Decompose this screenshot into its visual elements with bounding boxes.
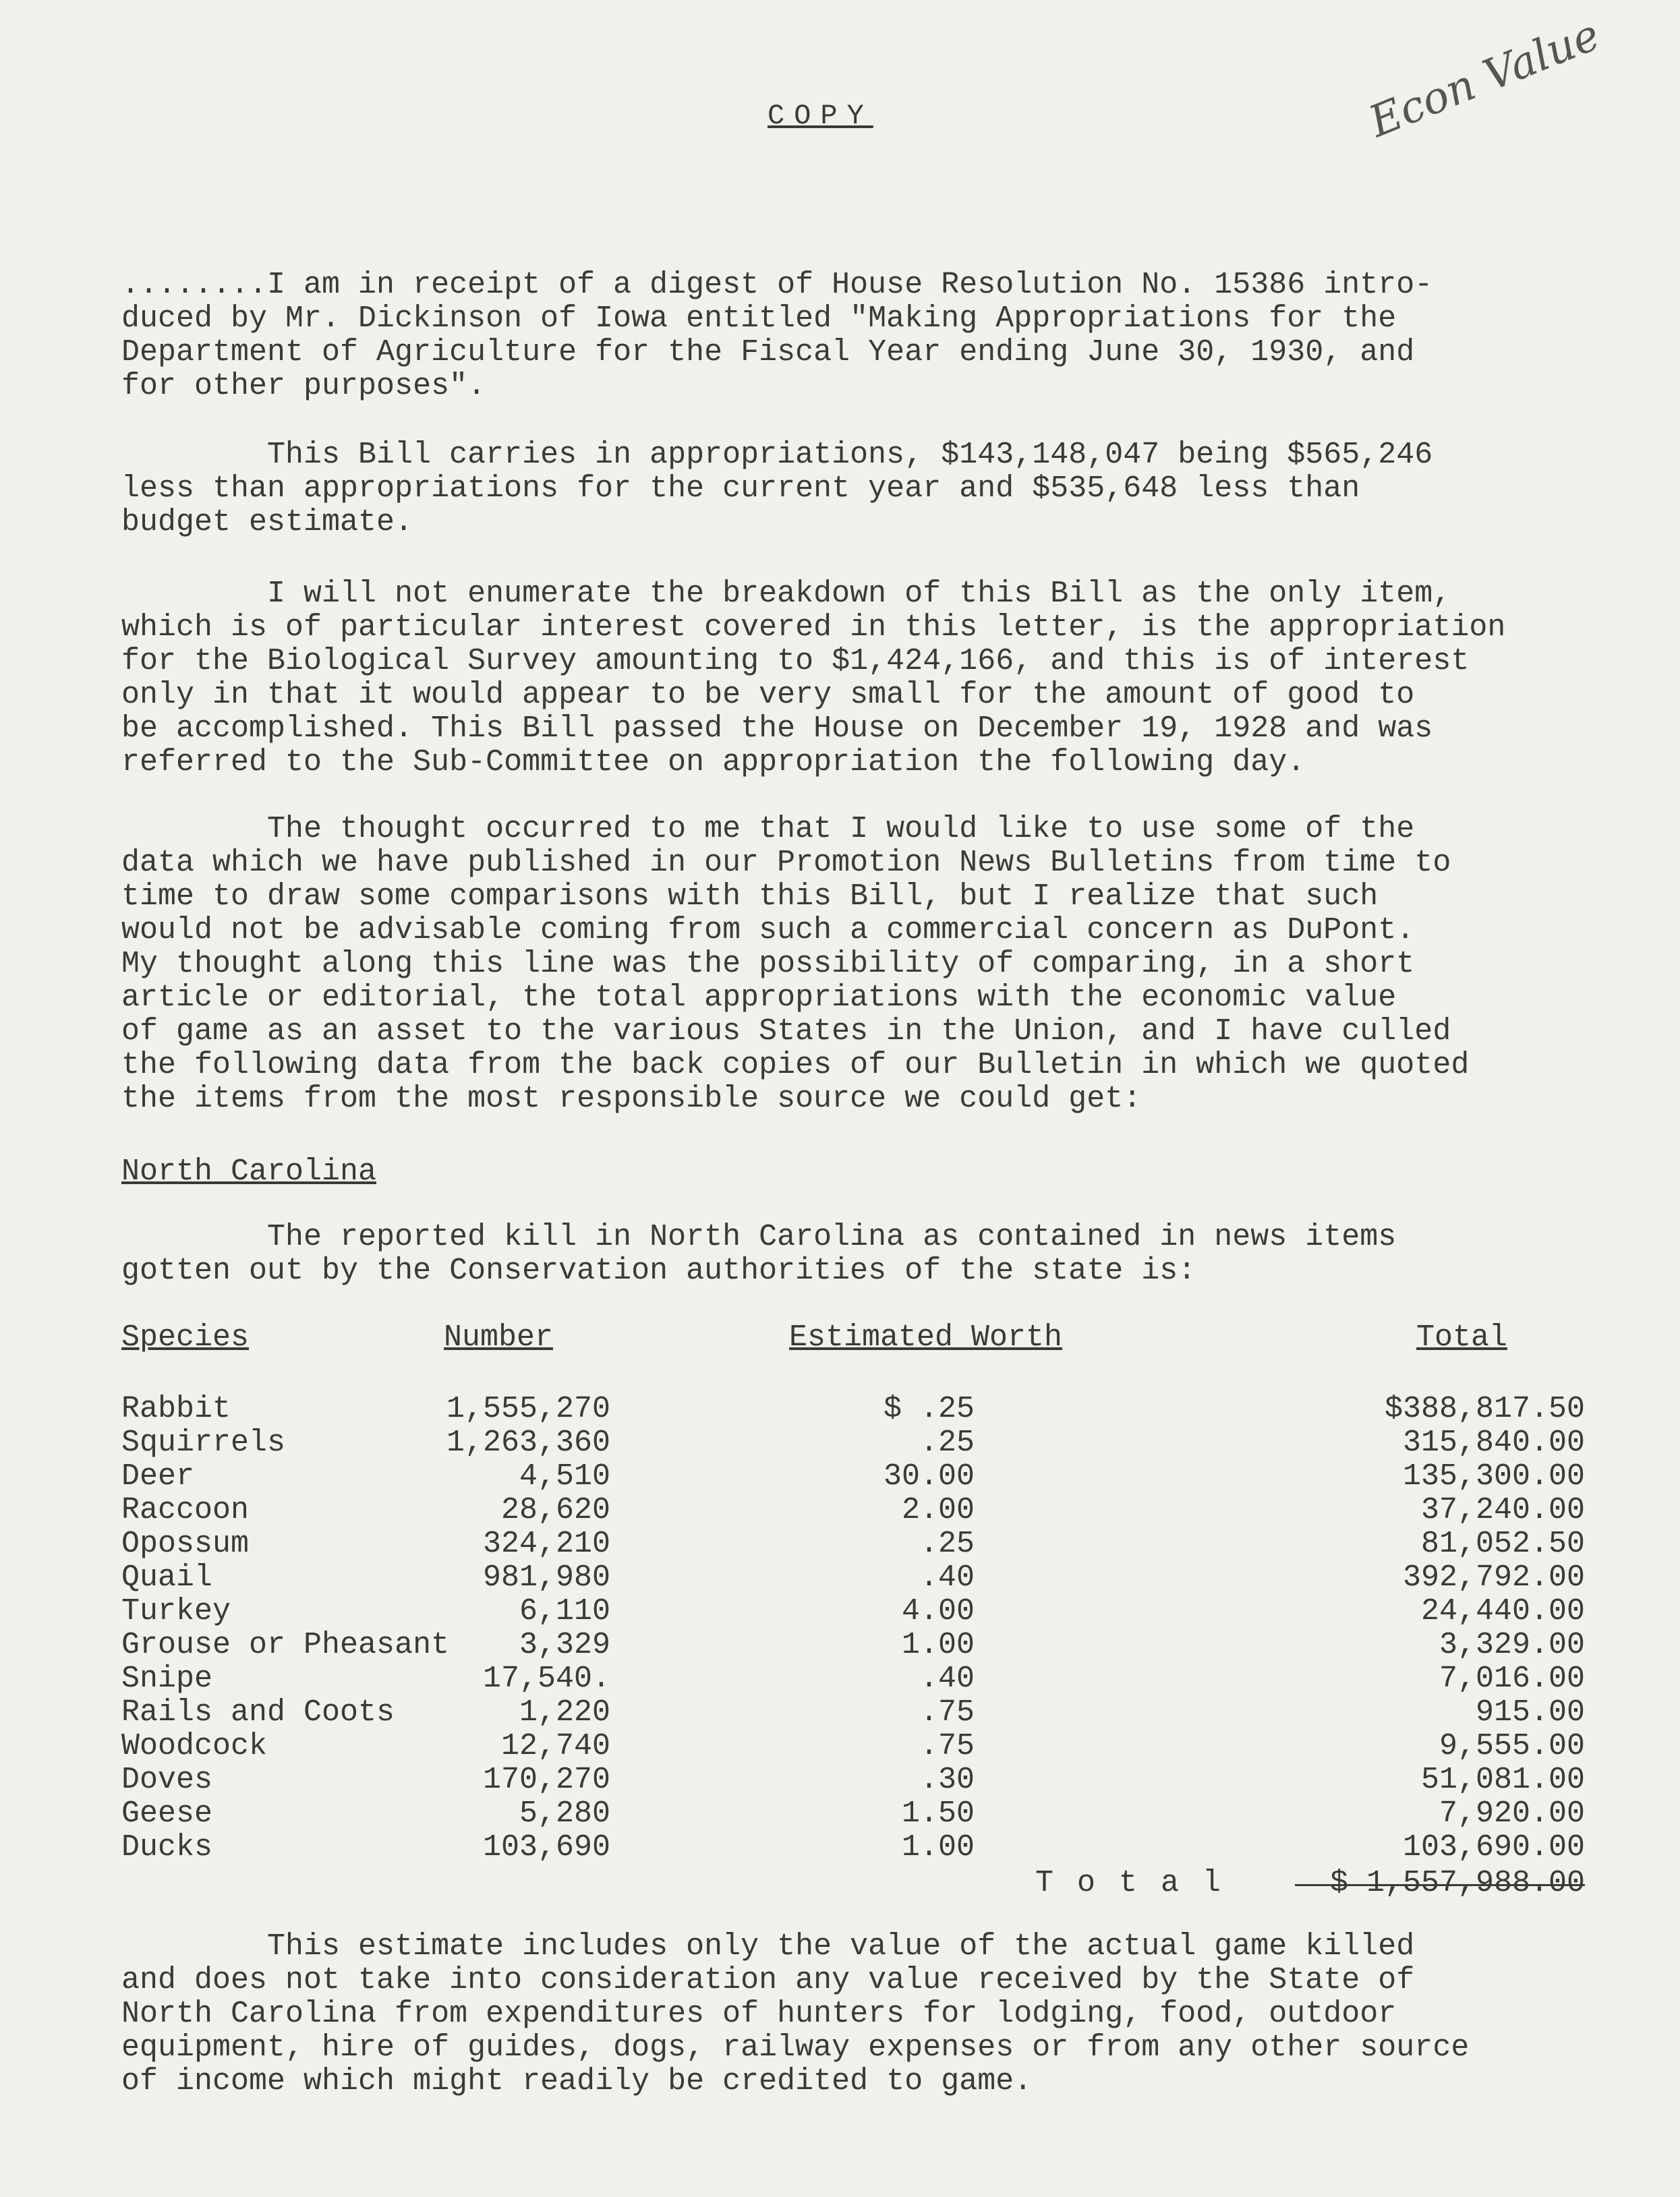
table-cell-worth: .40 <box>919 1560 975 1595</box>
table-cell-worth: .25 <box>919 1527 975 1561</box>
table-cell-total: 51,081.00 <box>1420 1763 1585 1797</box>
table-cell-number: 1,263,360 <box>446 1426 610 1460</box>
table-cell-worth: 4.00 <box>901 1594 975 1629</box>
table-cell-number: 3,329 <box>519 1628 610 1662</box>
column-header-total: Total <box>1416 1320 1508 1355</box>
table-cell-total: 392,792.00 <box>1402 1560 1585 1595</box>
grand-total-label: T o t a l <box>1035 1866 1224 1900</box>
table-cell-species: Ducks <box>121 1830 213 1865</box>
table-cell-number: 103,690 <box>482 1830 610 1865</box>
table-cell-number: 17,540. <box>482 1662 610 1696</box>
table-cell-number: 28,620 <box>500 1493 610 1527</box>
table-cell-worth: .30 <box>919 1763 975 1797</box>
table-cell-species: Doves <box>121 1763 213 1797</box>
table-cell-species: Raccoon <box>121 1493 250 1527</box>
closing-paragraph: This estimate includes only the value of the actual game killed and does not take into consideration any value received by the State of North Carolina from expenditures of hunters for lodging, food, outdoor equipment, hire of guides, dogs, railway expenses or from any other source of income which might readily be credited to game. <box>121 1929 1470 2099</box>
table-cell-number: 1,220 <box>519 1695 610 1730</box>
table-cell-total: 3,329.00 <box>1439 1628 1585 1662</box>
table-cell-number: 4,510 <box>519 1459 610 1494</box>
table-cell-total: 37,240.00 <box>1420 1493 1585 1527</box>
table-cell-number: 324,210 <box>482 1527 610 1561</box>
table-cell-species: Turkey <box>121 1594 231 1629</box>
table-cell-worth: 1.00 <box>901 1628 975 1662</box>
table-cell-worth: .75 <box>919 1729 975 1763</box>
section-heading: North Carolina <box>121 1154 377 1189</box>
table-cell-worth: .75 <box>919 1695 975 1730</box>
table-cell-number: 981,980 <box>482 1560 610 1595</box>
table-cell-total: 7,016.00 <box>1439 1662 1585 1696</box>
table-cell-worth: .25 <box>919 1426 975 1460</box>
table-cell-number: 1,555,270 <box>446 1392 610 1426</box>
column-header-worth: Estimated Worth <box>789 1320 1063 1355</box>
column-header-species: Species <box>121 1320 250 1355</box>
paragraph-intro: ........I am in receipt of a digest of House Resolution No. 15386 intro- duced by Mr. Dickinson of Iowa entitled "Making Appropriations for the Department of Agriculture for the Fiscal Year ending June 30, 1930, and for other purposes". <box>121 268 1433 403</box>
table-cell-worth: 1.50 <box>901 1796 975 1831</box>
paragraph-thought: The thought occurred to me that I would like to use some of the data which we have published in our Promotion News Bulletins from time to time to draw some comparisons with this Bill, but I realize that such would not be advisable coming from such a commercial concern as DuPont. My thought along this line was the possibility of comparing, in a short article or editorial, the total appropriations with the economic value of game as an asset to the various States in the Union, and I have culled the following data from the back copies of our Bulletin in which we quoted the items from the most responsible source we could get: <box>121 812 1470 1116</box>
table-cell-total: 103,690.00 <box>1402 1830 1585 1865</box>
table-cell-worth: 1.00 <box>901 1830 975 1865</box>
table-cell-species: Rabbit <box>121 1392 231 1426</box>
table-cell-total: 135,300.00 <box>1402 1459 1585 1494</box>
handwritten-note: Econ Value <box>1362 9 1607 148</box>
grand-total-value: $ 1,557,988.00 <box>1329 1866 1585 1900</box>
table-cell-total: 9,555.00 <box>1439 1729 1585 1763</box>
table-cell-species: Woodcock <box>121 1729 268 1763</box>
page-title: COPY <box>767 100 873 132</box>
table-cell-total: 315,840.00 <box>1402 1426 1585 1460</box>
table-cell-species: Snipe <box>121 1662 213 1696</box>
table-cell-worth: 2.00 <box>901 1493 975 1527</box>
table-cell-species: Rails and Coots <box>121 1695 395 1730</box>
table-cell-worth: $ .25 <box>883 1392 975 1426</box>
table-cell-species: Squirrels <box>121 1426 286 1460</box>
table-cell-total: 24,440.00 <box>1420 1594 1585 1629</box>
table-cell-total: 81,052.50 <box>1420 1527 1585 1561</box>
table-cell-species: Opossum <box>121 1527 250 1561</box>
table-cell-number: 5,280 <box>519 1796 610 1831</box>
table-cell-total: 7,920.00 <box>1439 1796 1585 1831</box>
paragraph-appropriations: This Bill carries in appropriations, $143,148,047 being $565,246 less than appropriations for the current year and $535,648 less than budget estimate. <box>121 438 1433 539</box>
table-cell-worth: .40 <box>919 1662 975 1696</box>
column-header-number: Number <box>444 1320 554 1355</box>
table-cell-number: 12,740 <box>500 1729 610 1763</box>
table-cell-number: 6,110 <box>519 1594 610 1629</box>
section-intro: The reported kill in North Carolina as contained in news items gotten out by the Conservation authorities of the state is: <box>121 1220 1397 1288</box>
table-cell-worth: 30.00 <box>883 1459 975 1494</box>
table-cell-species: Grouse or Pheasant <box>121 1628 450 1662</box>
table-cell-total: 915.00 <box>1475 1695 1585 1730</box>
table-cell-number: 170,270 <box>482 1763 610 1797</box>
table-cell-total: $388,817.50 <box>1384 1392 1585 1426</box>
paragraph-breakdown: I will not enumerate the breakdown of this Bill as the only item, which is of particular interest covered in this letter, is the appropriation for the Biological Survey amounting to $1,424,166, and this is of interest only in that it would appear to be very small for the amount of good to be accomplished. This Bill passed the House on December 19, 1928 and was referred to the Sub-Committee on appropriation the following day. <box>121 577 1506 780</box>
table-cell-species: Geese <box>121 1796 213 1831</box>
table-cell-species: Quail <box>121 1560 213 1595</box>
table-cell-species: Deer <box>121 1459 195 1494</box>
